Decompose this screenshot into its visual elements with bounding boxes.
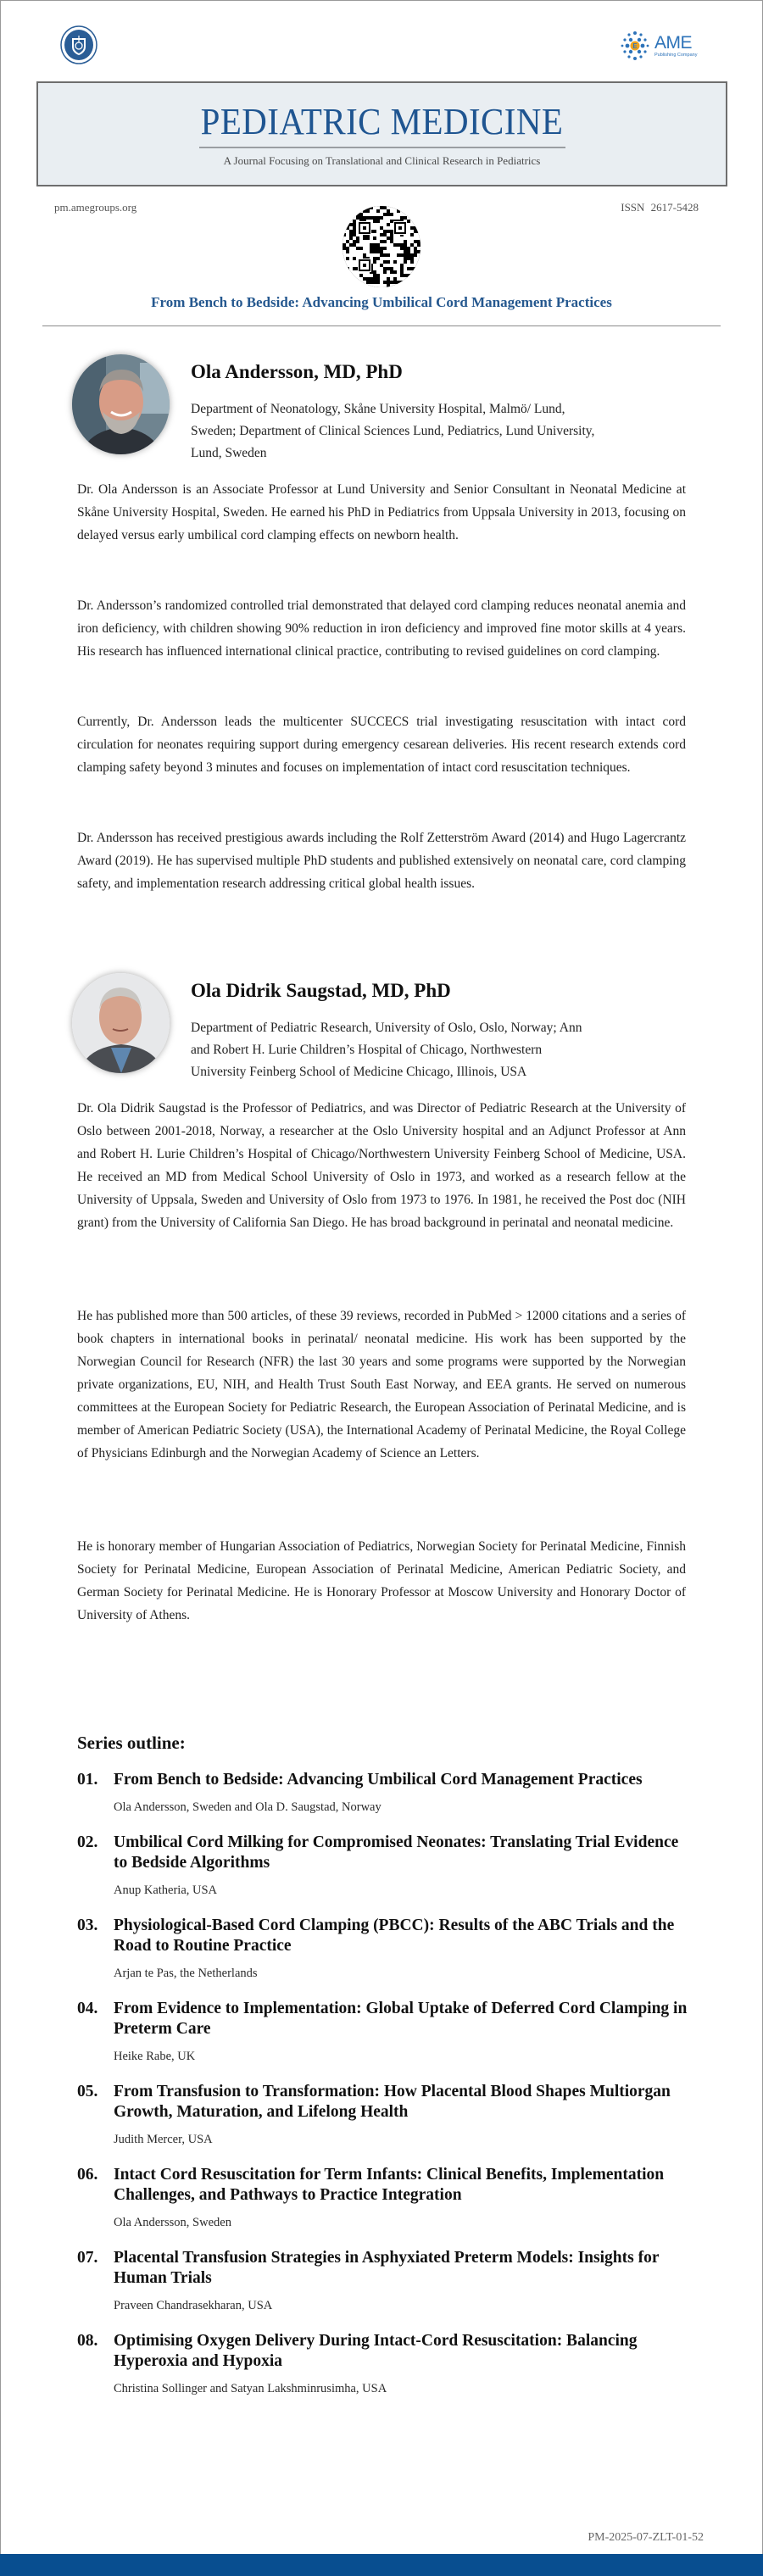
bio-paragraph: Dr. Ola Didrik Saugstad is the Professor of Pediatrics, and was Director of Pediatric Research at the University of Oslo between 2001-2018, Norway, a researcher at the Oslo University hospital and an Adjunct Professor at Ann and Robert H. Lurie Children’s Hospital of Chicago/Northwestern University Feinberg School of Medicine, USA. He received an MD from Medical School University of Oslo in 1973, and worked as a research fellow at the University of Uppsala, Sweden and University of Oslo from 1973 to 1976. In 1981, he received the Post doc (NIH grant) from the University of California San Diego. He has broad background in perinatal and neonatal medicine. [77,1101,686,1230]
outline-item[interactable] [77,1770,696,1816]
outline-number: 01. [77,1771,98,1789]
qr-code [343,206,420,287]
footer-bar [0,2554,763,2576]
bio-paragraph: He has published more than 500 articles, of these 39 reviews, recorded in PubMed > 12000 citations and a series of book chapters in international books in perinatal/ neonatal medicine. His work has been supported by the Norwegian Council for Research (NFR) the last 30 years and some programs were supported by the Norwegian private organizations, EU, NIH, and Health Trust South East Norway, and EEA grants. He served on numerous committees at the European Society for Pediatric Research, the European Association of Perinatal Medicine, and is member of American Pediatric Society (USA), the International Academy of Perinatal Medicine, the Royal College of Physicians Edinburgh and the Norwegian Academy of Science an Letters. [77,1309,686,1460]
outline-authors: Judith Mercer, USA [114,2132,213,2146]
outline-number: 08. [77,2331,98,2350]
document-id: PM-2025-07-ZLT-01-52 [588,2531,704,2544]
editor-affiliation: Department of Pediatric Research, University of Oslo, Oslo, Norway; Ann and Robert H. Lurie Children’s Hospital of Chicago, Northwestern University Feinberg School of Medicine Chicago, Illinois, USA [191,1021,582,1079]
avatar [72,354,170,454]
outline-item[interactable] [77,1833,696,1899]
journal-subtitle: A Journal Focusing on Translational and Clinical Research in Pediatrics [223,154,541,167]
editor-affiliation: Department of Neonatology, Skåne University Hospital, Malmö/ Lund, Sweden; Department of Clinical Sciences Lund, Pediatrics, Lund University, Lund, Sweden [191,402,595,460]
outline-title[interactable]: From Evidence to Implementation: Global Uptake of Deferred Cord Clamping in Preterm Care [114,1999,688,2038]
journal-issn: ISSN 2617-5428 [621,201,699,214]
avatar [72,973,170,1073]
outline-number: 06. [77,2165,98,2184]
series-outline-heading: Series outline: [77,1733,186,1753]
masthead-divider [199,147,565,148]
outline-item[interactable] [77,2248,696,2314]
outline-title[interactable]: Umbilical Cord Milking for Compromised Neonates: Translating Trial Evidence to Bedside Algorithms [114,1833,679,1872]
bio-paragraph: Dr. Ola Andersson is an Associate Professor at Lund University and Senior Consultant in Neonatal Medicine at Skåne University Hospital, Sweden. He earned his PhD in Pediatrics from Uppsala University in 2013, focusing on delayed versus early umbilical cord clamping effects on newborn health. [77,482,686,542]
outline-item[interactable] [77,2331,696,2397]
outline-authors: Heike Rabe, UK [114,2049,196,2063]
ame-logo-text: AME [654,32,693,53]
ame-logo-tagline: Publishing Company [654,52,698,58]
journal-masthead [36,81,727,186]
series-outline-list [77,1770,696,2397]
outline-title[interactable]: Intact Cord Resuscitation for Term Infants: Clinical Benefits, Implementation Challenges, and Pathways to Practice Integration [114,2165,665,2204]
ame-dots-icon [619,30,651,62]
outline-number: 07. [77,2248,98,2267]
outline-title[interactable]: Placental Transfusion Strategies in Asphyxiated Preterm Models: Insights for Human Trials [114,2248,660,2287]
editor-name: Ola Didrik Saugstad, MD, PhD [191,980,451,1001]
editor-name: Ola Andersson, MD, PhD [191,361,403,382]
svg-text:E: E [632,42,638,50]
ame-publishing-logo [619,27,704,64]
outline-authors: Anup Katheria, USA [114,1883,218,1897]
outline-number: 04. [77,1999,98,2017]
bio-paragraph: Currently, Dr. Andersson leads the multicenter SUCCECS trial investigating resuscitation with intact cord circulation for neonates requiring support during emergency cesarean deliveries. His recent research extends cord clamping safety beyond 3 minutes and focuses on implementation of intact cord resuscitation techniques. [77,715,686,775]
outline-number: 02. [77,1833,98,1851]
outline-authors: Ola Andersson, Sweden and Ola D. Saugstad, Norway [114,1800,382,1814]
outline-title[interactable]: Optimising Oxygen Delivery During Intact-Cord Resuscitation: Balancing Hyperoxia and Hypoxia [114,2331,638,2370]
series-title: From Bench to Bedside: Advancing Umbilical Cord Management Practices [151,294,612,310]
outline-authors: Praveen Chandrasekharan, USA [114,2298,273,2312]
outline-number: 05. [77,2082,98,2100]
bio-paragraph: Dr. Andersson’s randomized controlled trial demonstrated that delayed cord clamping reduces neonatal anemia and iron deficiency, with children showing 90% reduction in iron deficiency and improved fine motor skills at 4 years. His research has influenced international clinical practice, contributing to revised guidelines on cord clamping. [77,598,686,659]
outline-title[interactable]: From Bench to Bedside: Advancing Umbilical Cord Management Practices [114,1771,643,1789]
bio-paragraph: Dr. Andersson has received prestigious awards including the Rolf Zetterström Award (2014) and Hugo Lagercrantz Award (2019). He has supervised multiple PhD students and published extensively on neonatal care, cord clamping safety, and implementation research addressing critical global health issues. [77,831,686,891]
hospital-seal-logo [59,25,98,64]
outline-item[interactable] [77,1999,696,2065]
outline-authors: Christina Sollinger and Satyan Lakshminrusimha, USA [114,2381,387,2395]
journal-title: PEDIATRIC MEDICINE [200,101,564,142]
outline-authors: Arjan te Pas, the Netherlands [114,1966,258,1980]
outline-item[interactable] [77,2165,696,2231]
bio-paragraph: He is honorary member of Hungarian Association of Pediatrics, Norwegian Society for Perinatal Medicine, Finnish Society for Perinatal Medicine, European Association of Perinatal Medicine, American Pediatric Society, and German Society for Perinatal Medicine. He is Honorary Professor at Moscow University and Honorary Doctor of University of Athens. [77,1539,686,1622]
outline-item[interactable] [77,2082,696,2148]
outline-authors: Ola Andersson, Sweden [114,2215,231,2229]
outline-title[interactable]: Physiological-Based Cord Clamping (PBCC): Results of the ABC Trials and the Road to Routine Practice [114,1916,675,1955]
journal-website[interactable]: pm.amegroups.org [54,201,137,214]
outline-number: 03. [77,1916,98,1934]
outline-title[interactable]: From Transfusion to Transformation: How Placental Blood Shapes Multiorgan Growth, Maturation, and Lifelong Health [114,2082,671,2121]
series-title-divider [42,325,721,326]
outline-item[interactable] [77,1916,696,1982]
